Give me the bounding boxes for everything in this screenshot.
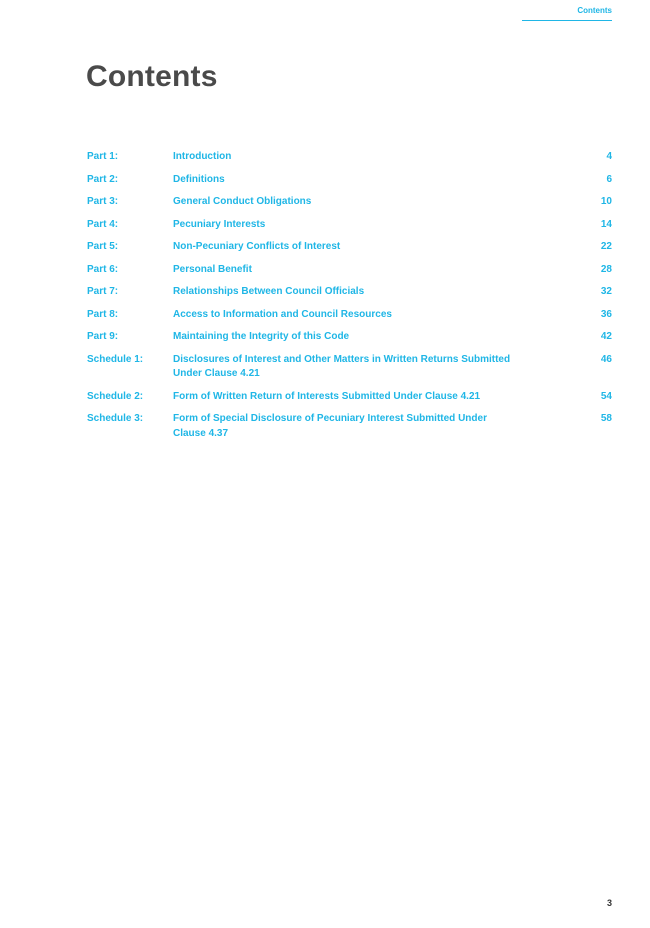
page-title: Contents	[86, 60, 218, 93]
toc-part-label: Part 4:	[87, 218, 119, 230]
toc-page-number: 36	[600, 308, 612, 320]
page-number: 3	[606, 898, 612, 908]
toc-page-number: 14	[600, 218, 612, 230]
toc-entry-title[interactable]: Relationships Between Council Officials	[173, 286, 365, 297]
toc-part-label: Part 3:	[87, 196, 119, 207]
toc-page-number: 10	[600, 196, 612, 207]
toc-part-label: Part 5:	[87, 241, 119, 252]
toc-part-label: Part 7:	[87, 286, 119, 297]
toc-entry-part-8[interactable]	[87, 308, 612, 323]
toc-page-number: 28	[600, 263, 612, 275]
toc-entry-schedule-1[interactable]	[87, 353, 612, 382]
toc-entry-title[interactable]: Pecuniary Interests	[173, 218, 266, 230]
toc-part-label: Schedule 3:	[87, 413, 144, 424]
toc-entry-part-9[interactable]	[87, 330, 612, 345]
toc-entry-title[interactable]: Personal Benefit	[173, 263, 252, 275]
toc-entry-schedule-2[interactable]	[87, 390, 612, 405]
toc-entry-schedule-3[interactable]	[87, 412, 612, 441]
toc-part-label: Schedule 2:	[87, 390, 144, 402]
toc-entry-title[interactable]: Disclosures of Interest and Other Matters in Written Returns Submitted Under Clause 4.21	[173, 353, 511, 379]
toc-entry-title[interactable]: Form of Special Disclosure of Pecuniary Interest Submitted Under Clause 4.37	[173, 413, 487, 439]
toc-entry-title[interactable]: Form of Written Return of Interests Submitted Under Clause 4.21	[173, 390, 481, 402]
toc-page-number: 46	[600, 353, 612, 365]
running-header: Contents	[522, 6, 612, 21]
toc-entry-part-4[interactable]	[87, 218, 612, 233]
toc-entry-part-1[interactable]	[87, 150, 612, 165]
toc-entry-part-5[interactable]	[87, 240, 612, 255]
toc-entry-part-6[interactable]	[87, 263, 612, 278]
toc-entry-title[interactable]: Access to Information and Council Resources	[173, 308, 392, 320]
toc-entry-title[interactable]: Definitions	[173, 173, 225, 185]
toc-entry-title[interactable]: Introduction	[173, 151, 232, 162]
toc-page-number: 32	[600, 286, 612, 297]
toc-entry-part-3[interactable]	[87, 195, 612, 210]
table-of-contents	[87, 150, 612, 449]
toc-part-label: Part 9:	[87, 331, 119, 342]
toc-part-label: Part 1:	[87, 151, 119, 162]
toc-page-number: 42	[600, 331, 612, 342]
toc-page-number: 6	[606, 173, 612, 185]
toc-page-number: 58	[600, 413, 612, 424]
toc-entry-title[interactable]: General Conduct Obligations	[173, 196, 312, 207]
toc-page-number: 54	[600, 390, 612, 402]
toc-entry-title[interactable]: Maintaining the Integrity of this Code	[173, 331, 350, 342]
toc-entry-part-2[interactable]	[87, 173, 612, 188]
toc-page-number: 22	[600, 241, 612, 252]
toc-part-label: Part 8:	[87, 308, 119, 320]
toc-entry-part-7[interactable]	[87, 285, 612, 300]
toc-part-label: Part 6:	[87, 263, 119, 275]
toc-entry-title[interactable]: Non-Pecuniary Conflicts of Interest	[173, 241, 341, 252]
toc-page-number: 4	[606, 151, 612, 162]
toc-part-label: Part 2:	[87, 173, 119, 185]
toc-part-label: Schedule 1:	[87, 353, 144, 365]
